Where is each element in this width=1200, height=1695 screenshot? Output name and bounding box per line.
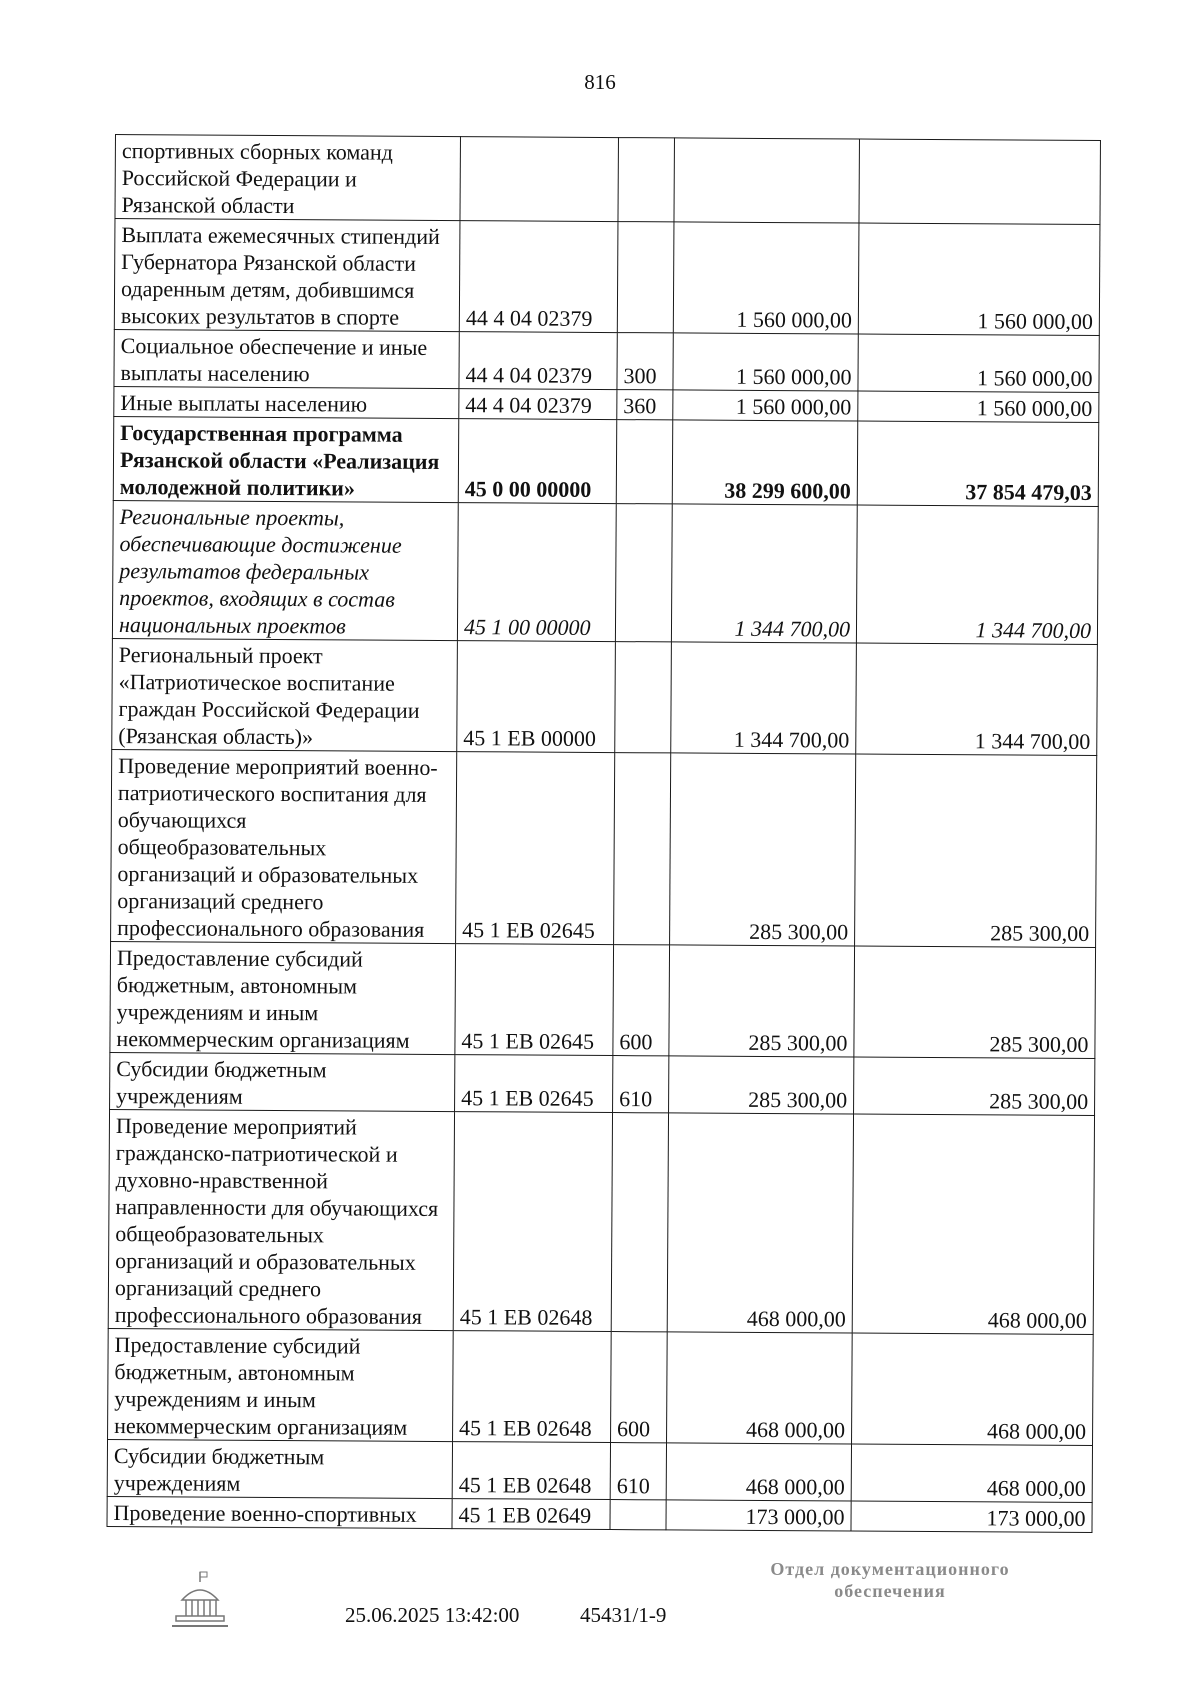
row-name-cell: Проведение военно-спортивных — [107, 1496, 452, 1528]
row-name-cell: Субсидии бюджетным учреждениям — [107, 1439, 452, 1498]
row-amount-planned-cell: 468 000,00 — [667, 1332, 853, 1444]
row-amount-actual-cell: 1 560 000,00 — [858, 391, 1099, 422]
row-name-cell: Проведение мероприятий военно-патриотического воспитания для обучающихся общеобразовательных организаций и образовательных организаций среднего профессионального образования — [111, 749, 457, 943]
row-code-cell: 45 1 ЕВ 02645 — [456, 752, 615, 945]
row-type-cell — [616, 420, 673, 504]
row-amount-actual-cell: 173 000,00 — [851, 1501, 1092, 1532]
page-number: 816 — [584, 70, 616, 94]
table-row — [114, 219, 1100, 336]
row-name-cell: Предоставление субсидий бюджетным, автономным учреждениям и иным некоммерческим организациям — [108, 1328, 454, 1441]
table-row — [112, 500, 1098, 644]
row-name-cell: Социальное обеспечение и иные выплаты населению — [114, 329, 459, 388]
department-stamp-line: Отдел документационного — [770, 1559, 1010, 1579]
table-row — [110, 941, 1096, 1058]
row-amount-planned-cell — [674, 138, 860, 223]
row-amount-actual-cell: 285 300,00 — [854, 1057, 1095, 1115]
row-code-cell: 45 0 00 00000 — [458, 419, 617, 504]
row-amount-planned-cell: 38 299 600,00 — [672, 420, 858, 505]
row-code-cell: 45 1 ЕВ 02645 — [455, 1055, 613, 1113]
row-type-cell: 600 — [613, 945, 670, 1056]
table-row — [107, 1496, 1092, 1532]
row-amount-actual-cell: 1 344 700,00 — [856, 643, 1098, 755]
row-name-cell: спортивных сборных команд Российской Федерации и Рязанской области — [115, 135, 461, 221]
row-amount-planned-cell: 1 560 000,00 — [673, 222, 859, 334]
row-code-cell: 45 1 00 00000 — [457, 503, 616, 642]
row-amount-planned-cell: 468 000,00 — [667, 1113, 853, 1333]
row-name-cell: Региональный проект «Патриотическое воспитание граждан Российской Федерации (Рязанская область)» — [112, 638, 458, 751]
row-amount-actual-cell: 1 344 700,00 — [856, 505, 1098, 644]
row-amount-planned-cell: 1 560 000,00 — [673, 333, 858, 391]
table-row — [114, 329, 1099, 392]
row-type-cell: 610 — [613, 1056, 669, 1113]
row-amount-actual-cell: 285 300,00 — [854, 946, 1096, 1058]
footer-date: 25.06.2025 13:42:00 — [345, 1603, 520, 1627]
row-code-cell: 45 1 ЕВ 02648 — [453, 1112, 612, 1332]
row-amount-actual-cell: 1 560 000,00 — [858, 223, 1100, 335]
table-row — [108, 1328, 1094, 1445]
row-code-cell — [460, 137, 619, 222]
row-amount-actual-cell: 468 000,00 — [852, 1114, 1094, 1334]
row-name-cell: Проведение мероприятий гражданско-патриотической и духовно-нравственной направленности для обучающихся общеобразовательных организаций и образовательных организаций среднего профессионального образования — [108, 1109, 454, 1330]
row-code-cell: 45 1 ЕВ 00000 — [457, 641, 616, 753]
row-amount-planned-cell: 1 344 700,00 — [671, 642, 857, 754]
table-row — [107, 1439, 1092, 1502]
row-type-cell — [615, 504, 672, 642]
row-amount-actual-cell — [859, 139, 1101, 224]
row-type-cell: 600 — [611, 1332, 668, 1443]
row-type-cell: 300 — [617, 333, 673, 390]
row-amount-actual-cell: 1 560 000,00 — [858, 334, 1099, 392]
row-name-cell: Региональные проекты, обеспечивающие достижение результатов федеральных проектов, входящих в состав национальных проектов — [112, 500, 458, 640]
row-amount-planned-cell: 285 300,00 — [669, 945, 855, 1057]
row-amount-actual-cell: 37 854 479,03 — [857, 421, 1099, 506]
row-type-cell — [618, 138, 675, 222]
row-type-cell — [614, 753, 671, 945]
budget-table-body — [107, 135, 1100, 1533]
row-type-cell — [617, 222, 674, 333]
row-name-cell: Государственная программа Рязанской области «Реализация молодежной политики» — [113, 416, 459, 502]
row-code-cell: 44 4 04 02379 — [459, 332, 617, 390]
row-amount-actual-cell: 285 300,00 — [855, 754, 1097, 947]
budget-table — [106, 134, 1100, 1533]
table-row — [112, 638, 1098, 755]
department-stamp — [740, 1558, 1040, 1602]
row-type-cell — [610, 1500, 666, 1530]
row-amount-planned-cell: 285 300,00 — [669, 1056, 854, 1114]
row-name-cell: Выплата ежемесячных стипендий Губернатора Рязанской области одаренным детям, добившимся высоких результатов в спорте — [114, 219, 460, 332]
row-code-cell: 45 1 ЕВ 02648 — [453, 1331, 612, 1443]
row-type-cell — [615, 642, 672, 753]
department-stamp-line: обеспечения — [834, 1581, 946, 1601]
footer-doc-number: 45431/1-9 — [580, 1603, 667, 1627]
row-amount-planned-cell: 468 000,00 — [666, 1443, 851, 1501]
row-code-cell: 45 1 ЕВ 02648 — [452, 1442, 610, 1500]
row-amount-actual-cell: 468 000,00 — [851, 1444, 1092, 1502]
row-amount-planned-cell: 285 300,00 — [670, 753, 856, 946]
table-row — [113, 416, 1098, 506]
table-row — [111, 749, 1097, 947]
row-code-cell: 44 4 04 02379 — [459, 221, 618, 333]
row-name-cell: Иные выплаты населению — [114, 386, 459, 418]
row-amount-planned-cell: 1 344 700,00 — [671, 504, 857, 643]
row-amount-planned-cell: 1 560 000,00 — [673, 390, 858, 421]
row-type-cell: 360 — [617, 390, 673, 420]
row-code-cell: 44 4 04 02379 — [459, 389, 617, 420]
table-row — [115, 135, 1100, 225]
row-type-cell — [611, 1113, 668, 1332]
table-row — [110, 1052, 1095, 1115]
row-name-cell: Предоставление субсидий бюджетным, автономным учреждениям и иным некоммерческим организациям — [110, 941, 456, 1054]
table-row — [108, 1109, 1094, 1334]
row-code-cell: 45 1 ЕВ 02649 — [452, 1499, 610, 1530]
row-type-cell: 610 — [610, 1443, 666, 1500]
duma-logo-icon — [168, 1570, 232, 1630]
row-amount-planned-cell: 173 000,00 — [666, 1500, 851, 1531]
row-name-cell: Субсидии бюджетным учреждениям — [110, 1052, 455, 1111]
row-amount-actual-cell: 468 000,00 — [852, 1333, 1094, 1445]
row-code-cell: 45 1 ЕВ 02645 — [455, 944, 614, 1056]
